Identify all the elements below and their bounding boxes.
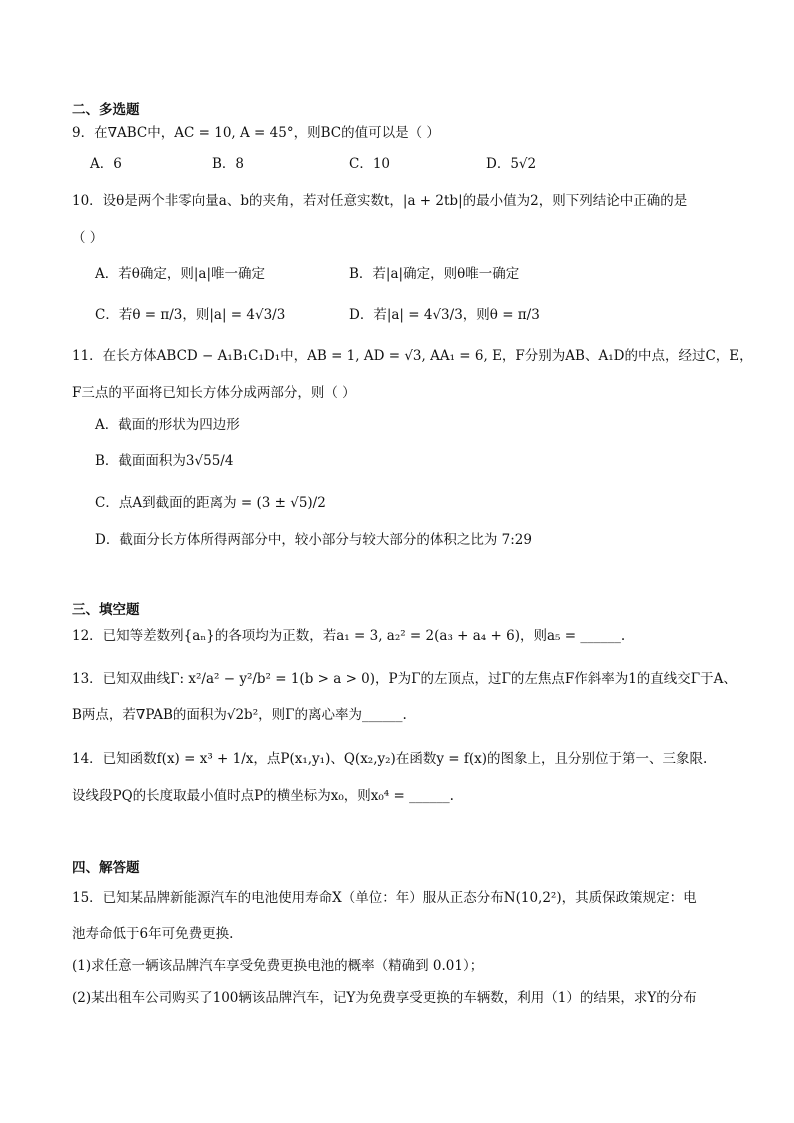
question-10-option-d: D．若|a| = 4√3/3，则θ = π/3 [349,307,540,323]
question-10-option-c: C．若θ = π/3，则|a| = 4√3/3 [95,307,286,323]
question-14-line-2: 设线段PQ的长度取最小值时点P的横坐标为x₀，则x₀⁴ = ______. [72,788,454,804]
section-title-fill-in: 三、填空题 [72,602,140,618]
question-15-line-1: 15．已知某品牌新能源汽车的电池使用寿命X（单位：年）服从正态分布N(10,2²)，其质保政策规定：电 [72,890,697,906]
question-11-option-d: D．截面分长方体所得两部分中，较小部分与较大部分的体积之比为 7:29 [95,532,532,548]
question-10-stem-cont: （ ） [72,230,104,246]
question-15-part-1: (1)求任意一辆该品牌汽车享受免费更换电池的概率（精确到 0.01）； [72,958,484,974]
section-title-multi-choice: 二、多选题 [72,102,140,118]
question-15-part-2: (2)某出租车公司购买了100辆该品牌汽车，记Y为免费享受更换的车辆数，利用（1）的结果，求Y的分布 [72,990,697,1006]
question-11-stem: 11．在长方体ABCD − A₁B₁C₁D₁中，AB = 1, AD = √3, AA₁ = 6, E，F分别为AB、A₁D的中点，经过C，E， [72,348,753,364]
question-9-option-b: B．8 [212,156,245,172]
question-11-option-b: B．截面面积为3√55/4 [95,453,234,469]
question-10-stem: 10．设θ是两个非零向量a、b的夹角，若对任意实数t，|a + 2tb|的最小值为2，则下列结论中正确的是 [72,193,688,209]
question-11-option-c: C．点A到截面的距离为 = (3 ± √5)/2 [95,495,326,511]
question-11-stem-cont: F三点的平面将已知长方体分成两部分，则（ ） [72,385,356,401]
question-12: 12．已知等差数列{aₙ}的各项均为正数，若a₁ = 3, a₂² = 2(a₃ + a₄ + 6)，则a₅ = ______. [72,628,626,644]
question-13-line-1: 13．已知双曲线Γ: x²/a² − y²/b² = 1(b > a > 0)，P为Γ的左顶点，过Γ的左焦点F作斜率为1的直线交Γ于A、 [72,671,737,687]
question-11-option-a: A．截面的形状为四边形 [95,417,240,433]
question-9-stem: 9．在∇ABC中，AC = 10, A = 45°，则BC的值可以是（ ） [72,125,440,141]
question-10-option-a: A．若θ确定，则|a|唯一确定 [95,266,266,282]
question-10-option-b: B．若|a|确定，则θ唯一确定 [349,266,520,282]
question-9-option-a: A．6 [90,156,122,172]
question-13-line-2: B两点，若∇PAB的面积为√2b²，则Γ的离心率为______. [72,707,407,723]
question-15-line-2: 池寿命低于6年可免费更换. [72,926,234,942]
question-9-option-d: D．5√2 [486,156,537,172]
question-9-option-c: C．10 [349,156,391,172]
section-title-solutions: 四、解答题 [72,860,140,876]
question-14-line-1: 14．已知函数f(x) = x³ + 1/x，点P(x₁,y₁)、Q(x₂,y₂)在函数y = f(x)的图象上，且分别位于第一、三象限. [72,751,708,767]
